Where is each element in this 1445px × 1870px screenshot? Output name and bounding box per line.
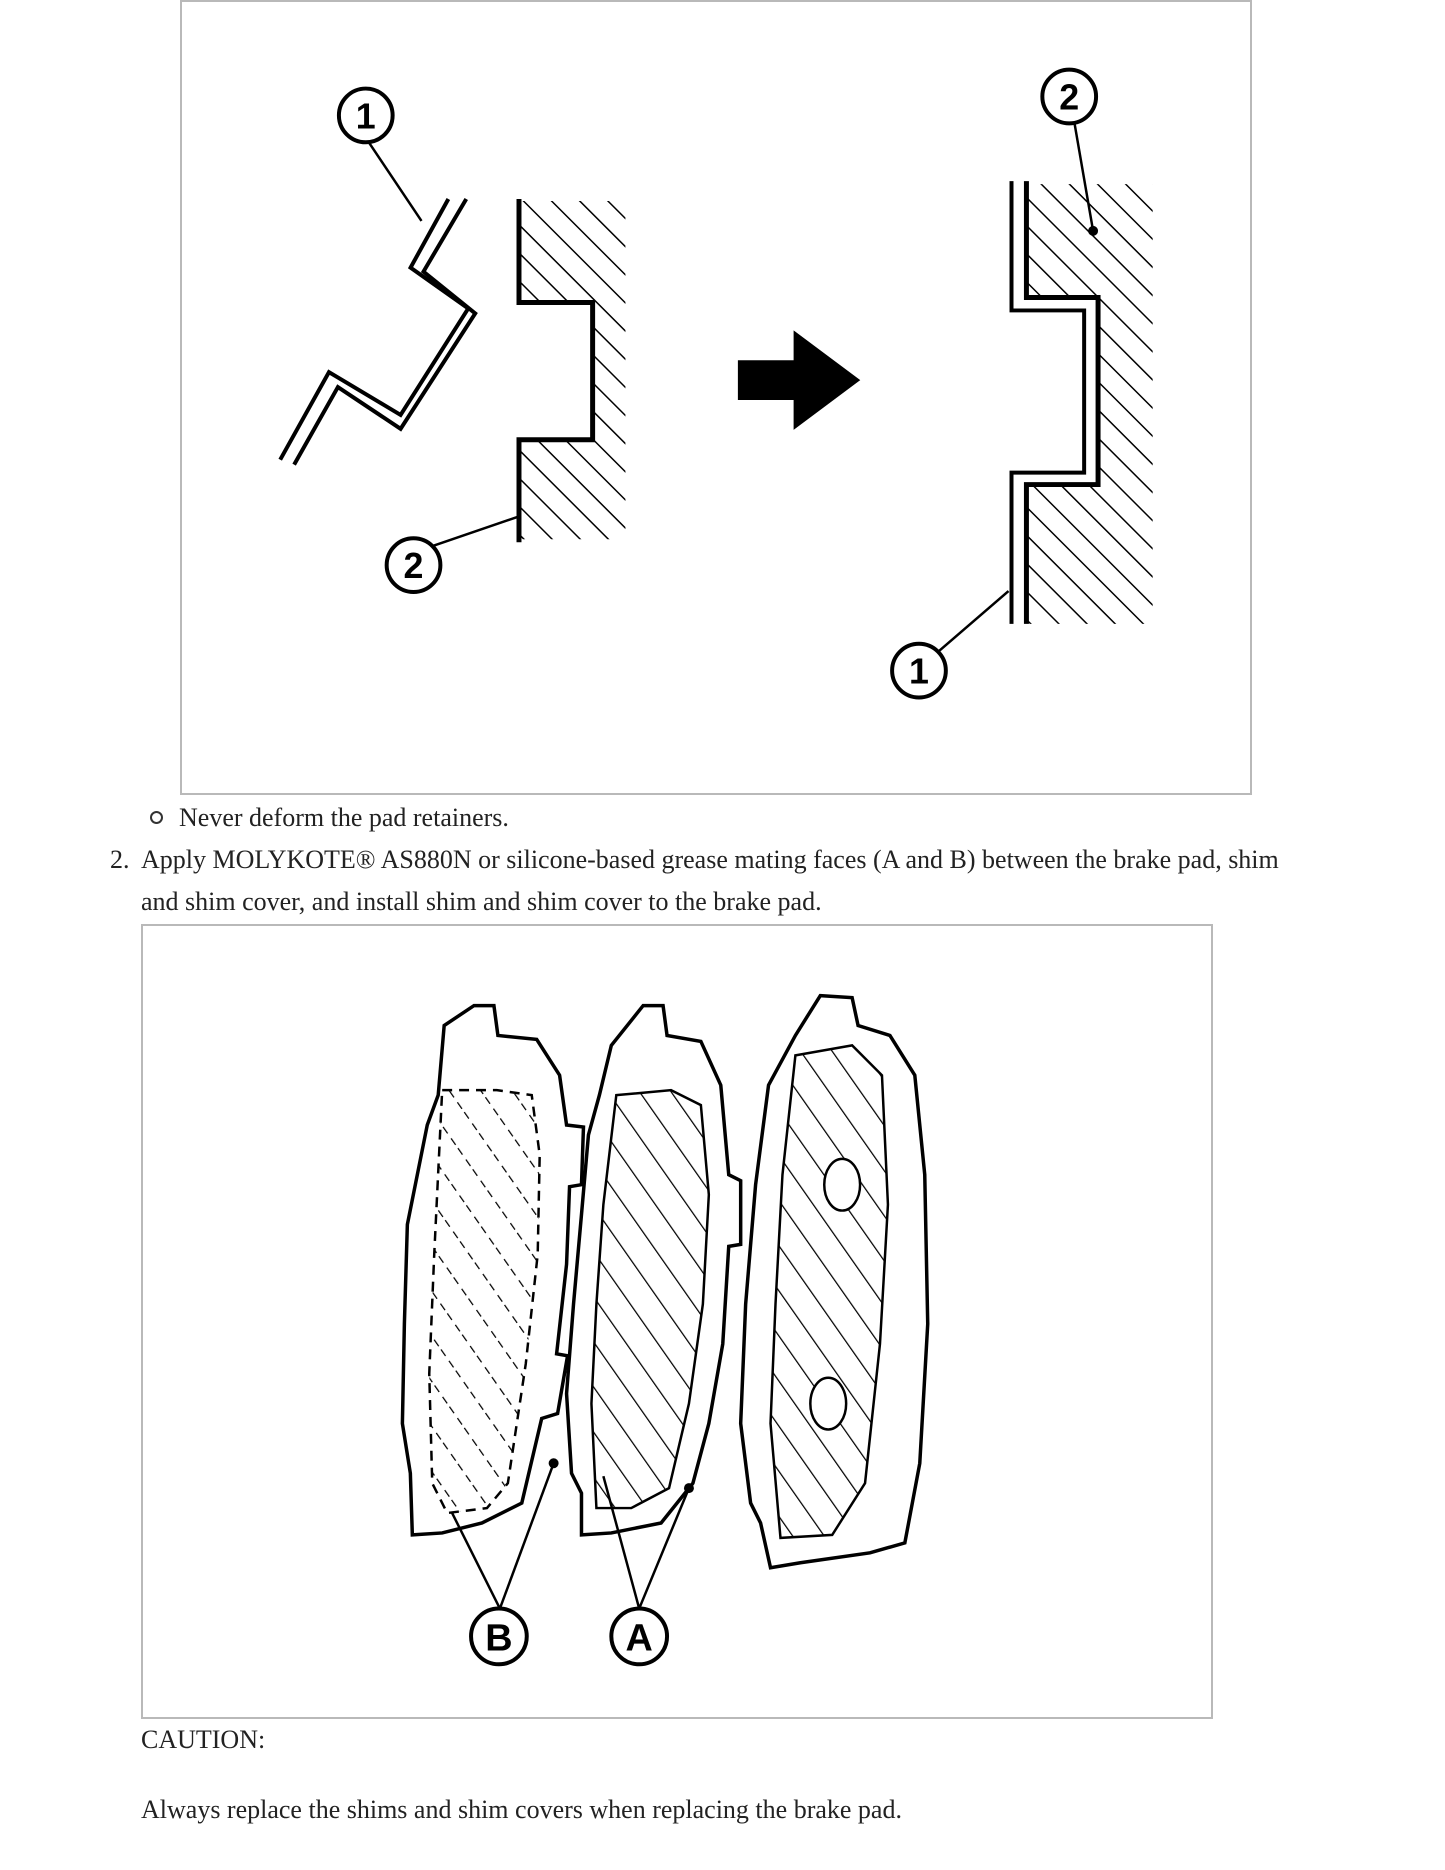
pad-retainer-diagram bbox=[182, 2, 1250, 793]
callout-1-after bbox=[892, 591, 1008, 697]
svg-text:1: 1 bbox=[355, 96, 376, 137]
brake-pad bbox=[741, 996, 928, 1568]
caution-text: Always replace the shims and shim covers when replacing the brake pad. bbox=[141, 1795, 902, 1824]
shim-grease-diagram bbox=[143, 926, 1211, 1717]
callout-b bbox=[471, 1609, 527, 1665]
caliper-before bbox=[519, 191, 655, 549]
svg-text:A: A bbox=[625, 1617, 653, 1660]
shim-grease-figure bbox=[141, 924, 1213, 1719]
shim bbox=[567, 1006, 741, 1535]
bullet-never-deform bbox=[150, 797, 509, 839]
arrow-icon bbox=[738, 330, 860, 429]
svg-text:2: 2 bbox=[403, 546, 424, 587]
step2-text-line2: and shim cover, and install shim and shim cover to the brake pad. bbox=[141, 887, 822, 916]
caution-label: CAUTION: bbox=[141, 1725, 266, 1754]
shim-cover bbox=[402, 1006, 583, 1535]
callout-1-before bbox=[339, 89, 422, 221]
bullet-text: Never deform the pad retainers. bbox=[179, 803, 509, 832]
svg-text:B: B bbox=[485, 1617, 513, 1660]
caliper-after bbox=[1026, 171, 1192, 639]
bullet-icon bbox=[150, 811, 163, 824]
pad-retainer-figure bbox=[180, 0, 1252, 795]
callout-2-before bbox=[387, 516, 519, 592]
retainer-before bbox=[280, 199, 475, 465]
svg-text:2: 2 bbox=[1059, 77, 1080, 118]
callout-a bbox=[611, 1609, 667, 1665]
step-number: 2. bbox=[110, 845, 130, 874]
step2-text-line1: Apply MOLYKOTE® AS880N or silicone-based grease mating faces (A and B) between the brake pad, shim bbox=[141, 845, 1279, 874]
svg-text:1: 1 bbox=[909, 651, 929, 692]
